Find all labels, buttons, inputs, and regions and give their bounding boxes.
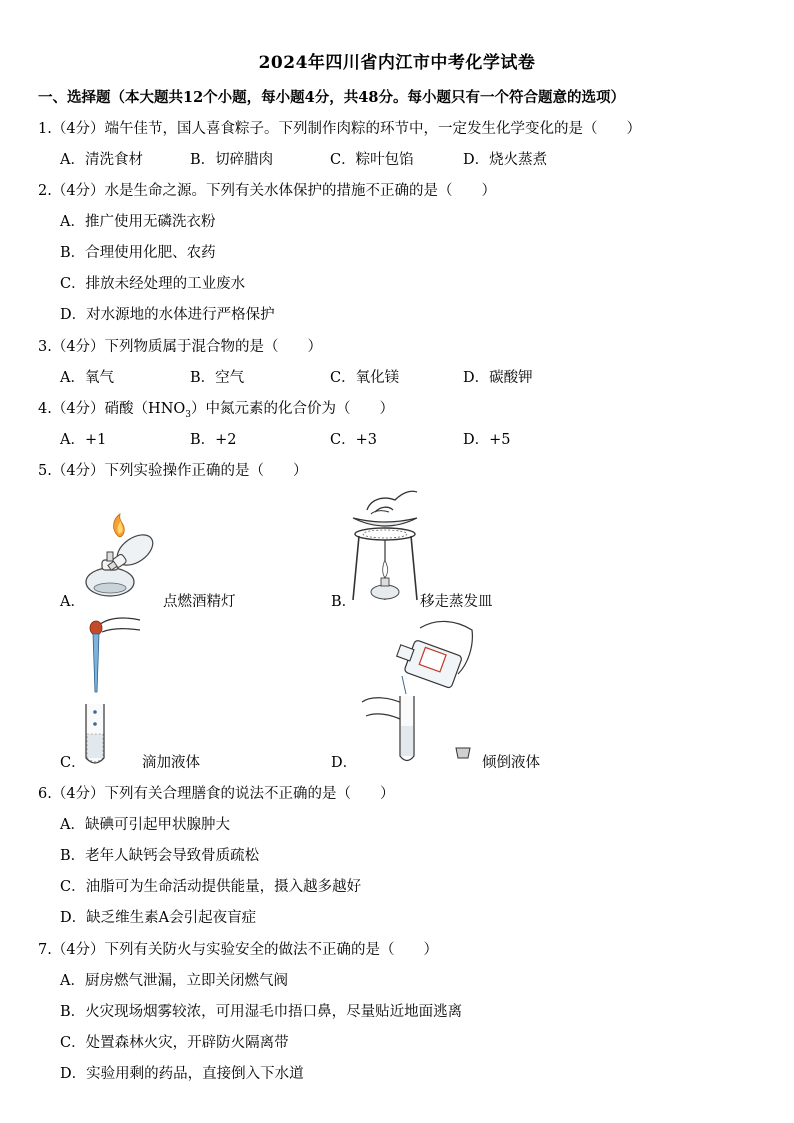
question-1-option-d[interactable]: D．烧火蒸煮 [463,152,548,168]
question-5-stem: 5.（4分）下列实验操作正确的是（ ） [38,463,308,479]
question-4-stem-pre: 4.（4分）硝酸（HNO [38,401,186,417]
question-3-option-c[interactable]: C．氧化镁 [330,370,400,386]
question-2-option-d[interactable]: D．对水源地的水体进行严格保护 [60,307,275,323]
question-6-option-b[interactable]: B．老年人缺钙会导致骨质疏松 [60,848,260,864]
figure-c-dropper-test-tube [82,612,146,770]
figure-c-letter[interactable]: C． [60,755,86,771]
figure-d-caption: 倾倒液体 [482,755,540,771]
question-2-option-b[interactable]: B．合理使用化肥、农药 [60,245,216,261]
question-2-stem: 2.（4分）水是生命之源。下列有关水体保护的措施不正确的是（ ） [38,183,497,199]
question-3-option-b[interactable]: B．空气 [190,370,245,386]
question-3-stem: 3.（4分）下列物质属于混合物的是（ ） [38,339,323,355]
figure-d-pouring-liquid [360,616,480,766]
question-7-option-b[interactable]: B．火灾现场烟雾较浓，可用湿毛巾捂口鼻，尽量贴近地面逃离 [60,1004,463,1020]
question-4-subscript: 3 [185,409,192,420]
question-2-option-a[interactable]: A．推广使用无磷洗衣粉 [60,214,216,230]
question-4-option-c[interactable]: C．+3 [330,432,377,448]
question-7-option-c[interactable]: C．处置森林火灾，开辟防火隔离带 [60,1035,289,1051]
question-1-option-a[interactable]: A．清洗食材 [60,152,143,168]
question-6-option-d[interactable]: D．缺乏维生素A会引起夜盲症 [60,910,257,926]
section-heading: 一、选择题（本大题共12个小题，每小题4分，共48分。每小题只有一个符合题意的选项） [38,89,625,106]
question-4-stem [38,397,394,420]
figure-a-letter[interactable]: A． [60,594,85,610]
question-1-option-c[interactable]: C．粽叶包馅 [330,152,414,168]
question-1-options [0,148,794,168]
question-6-option-a[interactable]: A．缺碘可引起甲状腺肿大 [60,817,230,833]
figure-b-caption: 移走蒸发皿 [420,594,493,610]
question-7-option-a[interactable]: A．厨房燃气泄漏，立即关闭燃气阀 [60,973,288,989]
figure-c-caption: 滴加液体 [142,755,200,771]
question-7-option-d[interactable]: D．实验用剩的药品，直接倒入下水道 [60,1066,304,1082]
exam-title: 2024年四川省内江市中考化学试卷 [258,53,536,73]
question-4-options [0,428,794,448]
question-3-option-a[interactable]: A．氧气 [60,370,114,386]
question-4-option-b[interactable]: B．+2 [190,432,237,448]
figure-b-evaporating-dish [345,488,425,608]
question-6-stem: 6.（4分）下列有关合理膳食的说法不正确的是（ ） [38,786,395,802]
figure-d-letter[interactable]: D． [331,755,358,771]
question-7-stem: 7.（4分）下列有关防火与实验安全的做法不正确的是（ ） [38,942,439,958]
question-1-option-b[interactable]: B．切碎腊肉 [190,152,274,168]
question-4-option-a[interactable]: A．+1 [60,432,107,448]
question-3-option-d[interactable]: D．碳酸钾 [463,370,533,386]
question-1-stem: 1.（4分）端午佳节，国人喜食粽子。下列制作肉粽的环节中，一定发生化学变化的是（ ） [38,121,642,137]
question-6-option-c[interactable]: C．油脂可为生命活动提供能量，摄入越多越好 [60,879,362,895]
figure-a-alcohol-lamp-lighting [80,512,170,604]
question-4-stem-post: ）中氮元素的化合价为（ ） [191,401,395,417]
figure-b-letter[interactable]: B． [331,594,357,610]
question-2-option-c[interactable]: C．排放未经处理的工业废水 [60,276,246,292]
question-3-options [0,366,794,386]
question-4-option-d[interactable]: D．+5 [463,432,511,448]
figure-a-caption: 点燃酒精灯 [163,594,236,610]
